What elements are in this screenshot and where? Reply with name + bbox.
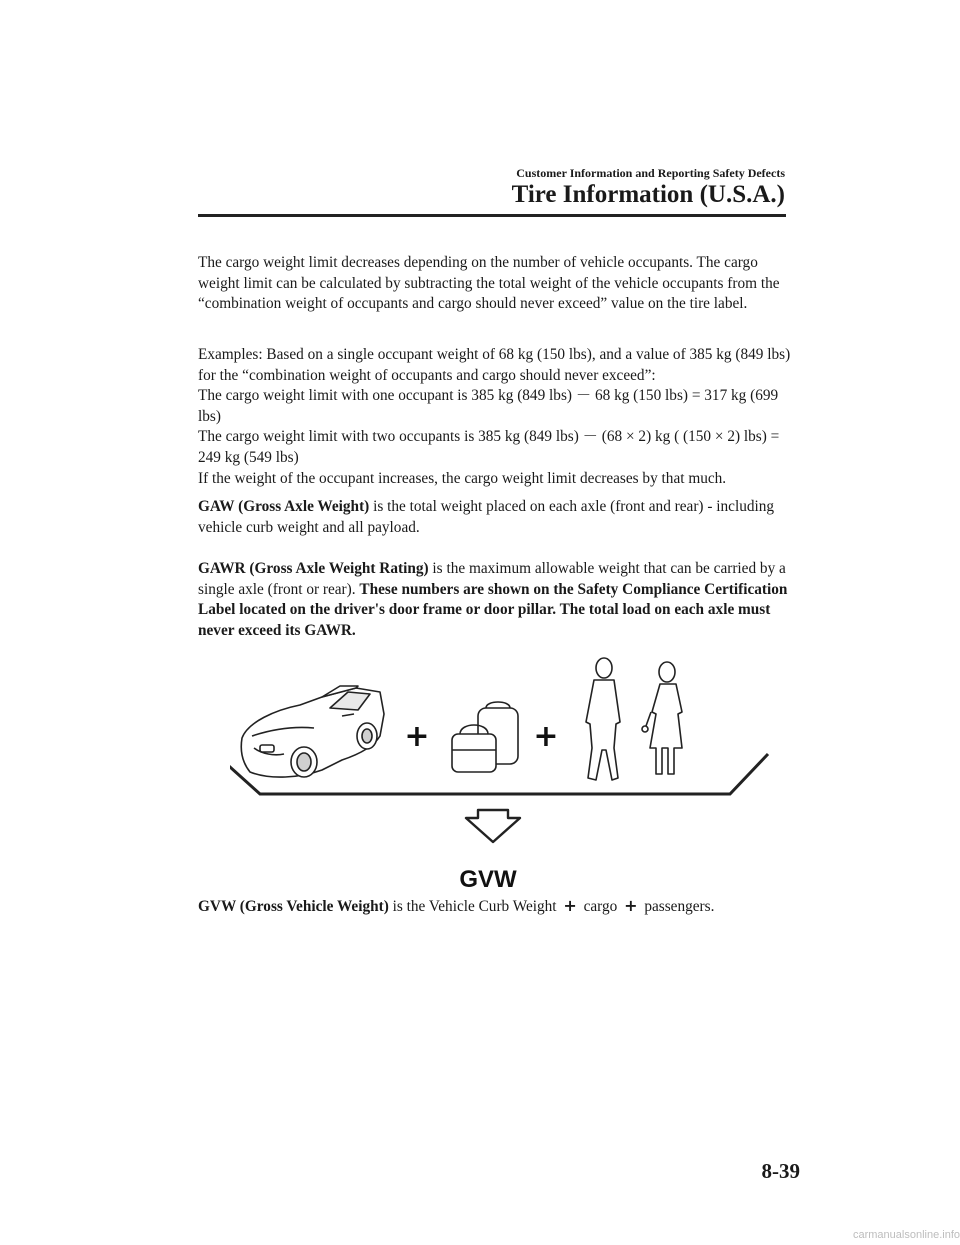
page-title: Tire Information (U.S.A.) (511, 181, 785, 208)
gvw-text-2: cargo (579, 898, 622, 915)
gvw-term: GVW (Gross Vehicle Weight) (198, 898, 389, 915)
example-note: If the weight of the occupant increases, the cargo weight limit decreases by that much. (198, 469, 727, 487)
plus-sign-right: + (533, 719, 559, 754)
example-one-occupant: The cargo weight limit with one occupant is 385 kg (849 lbs) － 68 kg (150 lbs) = 317 kg (699 lbs) (198, 387, 779, 425)
watermark: carmanualsonline.info (852, 1229, 960, 1241)
paragraph-gaw (198, 497, 794, 538)
gawr-term: GAWR (Gross Axle Weight Rating) (198, 560, 429, 577)
paragraph-cargo-limit: The cargo weight limit decreases depending on the number of vehicle occupants. The cargo weight limit can be calculated by subtracting the total weight of the vehicle occupants from the “combination weight of occupants and cargo should never exceed” value on the tire label. (198, 254, 780, 313)
plus-icon: + (624, 896, 638, 915)
plus-icon: + (563, 896, 577, 915)
gaw-definition: is the total weight placed on each axle (front and rear) - including vehicle curb weight and all payload. (198, 498, 775, 536)
page-number: 8-39 (761, 1159, 800, 1183)
gvw-figure-label: GVW (459, 866, 517, 893)
luggage-illustration (452, 702, 518, 772)
gvw-illustration (230, 650, 775, 895)
gvw-text-1: is the Vehicle Curb Weight (388, 898, 561, 915)
plus-sign-left: + (404, 719, 430, 754)
gaw-term: GAW (Gross Axle Weight) (198, 498, 370, 515)
down-arrow-shape (466, 810, 520, 842)
section-title: Customer Information and Reporting Safety Defects (516, 166, 785, 180)
paragraph-examples (198, 345, 794, 489)
passengers-illustration (586, 658, 682, 780)
example-two-occupants: The cargo weight limit with two occupants is 385 kg (849 lbs) － (68 × 2) kg ( (150 × 2) lbs) = 249 kg (549 lbs) (198, 428, 780, 466)
header-rule (198, 214, 786, 217)
gvw-text-3: passengers. (640, 898, 715, 915)
paragraph-gawr (198, 559, 794, 641)
gawr-definition: is the maximum allowable weight that can be carried by a single axle (front or rear). (198, 560, 786, 598)
example-intro: Examples: Based on a single occupant weight of 68 kg (150 lbs), and a value of 385 kg (849 lbs) for the “combination weight of occupants and cargo should never exceed”: (198, 346, 791, 384)
gvw-caption (198, 896, 714, 917)
gawr-label-note: These numbers are shown on the Safety Compliance Certification Label located on the driver's door frame or door pillar. The total load on each axle must never exceed its GAWR. (198, 580, 788, 639)
car-illustration (241, 686, 384, 777)
